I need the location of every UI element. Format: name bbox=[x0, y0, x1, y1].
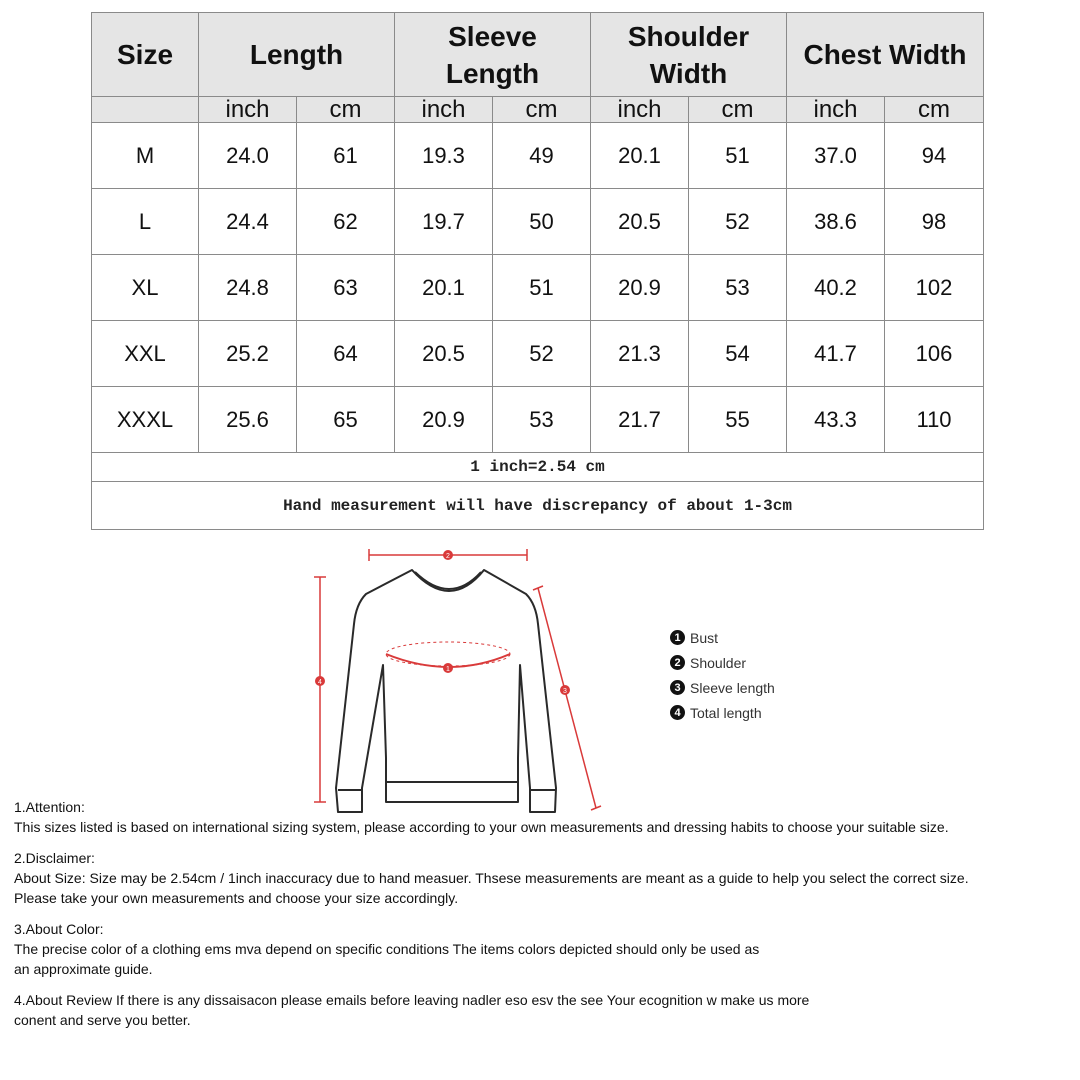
note-title: 2.Disclaimer: bbox=[14, 850, 95, 866]
value-cell: 98 bbox=[885, 189, 984, 255]
legend-item-bust bbox=[670, 625, 775, 650]
header-sleeve-line2: Length bbox=[445, 57, 540, 89]
header-chest-width: Chest Width bbox=[787, 13, 984, 97]
table-row bbox=[92, 387, 984, 453]
legend-number: 4 bbox=[670, 705, 685, 720]
legend-number: 1 bbox=[670, 630, 685, 645]
table-row bbox=[92, 123, 984, 189]
legend-number: 3 bbox=[670, 680, 685, 695]
value-cell: 21.3 bbox=[591, 321, 689, 387]
note-line: About Size: Size may be 2.54cm / 1inch inaccuracy due to hand measuer. Thsese measurements are meant as a guide to help you select the correct size. bbox=[14, 870, 969, 886]
legend-item-total-length bbox=[670, 700, 775, 725]
note-line: This sizes listed is based on international sizing system, please according to your own measurements and dressing habits to choose your suitable size. bbox=[14, 819, 949, 835]
value-cell: 63 bbox=[297, 255, 395, 321]
note-line: Please take your own measurements and choose your size accordingly. bbox=[14, 890, 459, 906]
value-cell: 65 bbox=[297, 387, 395, 453]
size-cell: XXXL bbox=[92, 387, 199, 453]
unit-cell: inch bbox=[787, 97, 885, 123]
value-cell: 21.7 bbox=[591, 387, 689, 453]
legend-label: Sleeve length bbox=[690, 679, 775, 696]
unit-cell: cm bbox=[493, 97, 591, 123]
color-note bbox=[14, 919, 1074, 979]
note-title: 4.About Review If there is any dissaisacon please emails before leaving nadler eso esv the see Your ecognition w make us more bbox=[14, 992, 810, 1008]
value-cell: 20.1 bbox=[591, 123, 689, 189]
header-length: Length bbox=[199, 13, 395, 97]
value-cell: 38.6 bbox=[787, 189, 885, 255]
value-cell: 94 bbox=[885, 123, 984, 189]
header-shoulder-line1: Shoulder bbox=[627, 20, 750, 52]
unit-cell: cm bbox=[297, 97, 395, 123]
legend-label: Total length bbox=[690, 704, 762, 721]
value-cell: 41.7 bbox=[787, 321, 885, 387]
value-cell: 25.6 bbox=[199, 387, 297, 453]
value-cell: 54 bbox=[689, 321, 787, 387]
unit-blank-cell bbox=[92, 97, 199, 123]
legend-item-shoulder bbox=[670, 650, 775, 675]
value-cell: 61 bbox=[297, 123, 395, 189]
value-cell: 20.5 bbox=[395, 321, 493, 387]
value-cell: 55 bbox=[689, 387, 787, 453]
marker-label: 4 bbox=[318, 679, 322, 686]
sweater-outline bbox=[336, 570, 556, 812]
unit-cell: inch bbox=[591, 97, 689, 123]
value-cell: 51 bbox=[493, 255, 591, 321]
value-cell: 19.7 bbox=[395, 189, 493, 255]
value-cell: 64 bbox=[297, 321, 395, 387]
unit-row bbox=[92, 97, 984, 123]
value-cell: 52 bbox=[493, 321, 591, 387]
review-note bbox=[14, 990, 1074, 1030]
note-title: 1.Attention: bbox=[14, 799, 85, 815]
value-cell: 51 bbox=[689, 123, 787, 189]
header-size: Size bbox=[92, 13, 199, 97]
legend-label: Shoulder bbox=[690, 654, 747, 671]
legend-item-sleeve-length bbox=[670, 675, 775, 700]
value-cell: 24.8 bbox=[199, 255, 297, 321]
value-cell: 49 bbox=[493, 123, 591, 189]
diagram-legend bbox=[670, 625, 775, 725]
unit-cell: cm bbox=[885, 97, 984, 123]
value-cell: 52 bbox=[689, 189, 787, 255]
marker-label: 3 bbox=[563, 688, 567, 695]
size-cell: L bbox=[92, 189, 199, 255]
size-cell: XXL bbox=[92, 321, 199, 387]
table-row bbox=[92, 255, 984, 321]
note-title: 3.About Color: bbox=[14, 921, 104, 937]
header-shoulder-line2: Width bbox=[649, 57, 728, 89]
legend-number: 2 bbox=[670, 655, 685, 670]
table-row bbox=[92, 189, 984, 255]
value-cell: 106 bbox=[885, 321, 984, 387]
note-line: an approximate guide. bbox=[14, 961, 153, 977]
value-cell: 37.0 bbox=[787, 123, 885, 189]
value-cell: 53 bbox=[689, 255, 787, 321]
disclaimer-note bbox=[14, 848, 1074, 908]
notes-section bbox=[14, 797, 1074, 1041]
unit-cell: cm bbox=[689, 97, 787, 123]
marker-label: 1 bbox=[446, 666, 450, 673]
header-sleeve-line1: Sleeve bbox=[448, 20, 537, 52]
unit-cell: inch bbox=[199, 97, 297, 123]
value-cell: 20.1 bbox=[395, 255, 493, 321]
header-shoulder-width bbox=[591, 13, 787, 97]
value-cell: 62 bbox=[297, 189, 395, 255]
value-cell: 24.4 bbox=[199, 189, 297, 255]
header-sleeve-length bbox=[395, 13, 591, 97]
note-line: conent and serve you better. bbox=[14, 1012, 191, 1028]
value-cell: 40.2 bbox=[787, 255, 885, 321]
value-cell: 102 bbox=[885, 255, 984, 321]
value-cell: 20.9 bbox=[591, 255, 689, 321]
value-cell: 24.0 bbox=[199, 123, 297, 189]
discrepancy-note: Hand measurement will have discrepancy of about 1-3cm bbox=[92, 482, 984, 530]
attention-note bbox=[14, 797, 1074, 837]
value-cell: 110 bbox=[885, 387, 984, 453]
table-row bbox=[92, 321, 984, 387]
unit-cell: inch bbox=[395, 97, 493, 123]
discrepancy-row bbox=[92, 482, 984, 530]
value-cell: 19.3 bbox=[395, 123, 493, 189]
value-cell: 20.5 bbox=[591, 189, 689, 255]
value-cell: 25.2 bbox=[199, 321, 297, 387]
conversion-row bbox=[92, 453, 984, 482]
size-cell: M bbox=[92, 123, 199, 189]
size-cell: XL bbox=[92, 255, 199, 321]
size-chart-table bbox=[91, 12, 984, 530]
legend-label: Bust bbox=[690, 629, 719, 646]
header-row bbox=[92, 13, 984, 97]
marker-label: 2 bbox=[446, 553, 450, 560]
value-cell: 20.9 bbox=[395, 387, 493, 453]
conversion-note: 1 inch=2.54 cm bbox=[92, 453, 984, 482]
value-cell: 53 bbox=[493, 387, 591, 453]
note-line: The precise color of a clothing ems mva depend on specific conditions The items colors depicted should only be used as bbox=[14, 941, 760, 957]
value-cell: 50 bbox=[493, 189, 591, 255]
value-cell: 43.3 bbox=[787, 387, 885, 453]
